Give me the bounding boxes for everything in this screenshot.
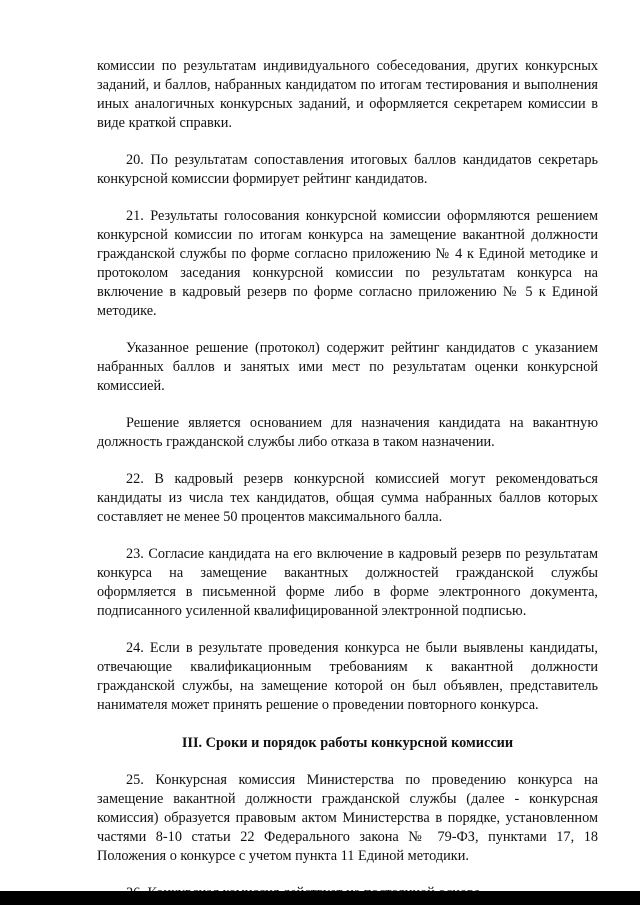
paragraph-20: 20. По результатам сопоставления итоговых баллов кандидатов секретарь конкурсной комиссии формирует рейтинг кандидатов. — [97, 152, 598, 187]
paragraph-21-decision-basis: Решение является основанием для назначения кандидата на вакантную должность гражданской службы либо отказа в таком назначении. — [97, 415, 598, 450]
section-3-heading: III. Сроки и порядок работы конкурсной комиссии — [181, 735, 514, 751]
scan-bottom-edge — [0, 891, 640, 905]
paragraph-19-continuation: комиссии по результатам индивидуального собеседования, других конкурсных заданий, и баллов, набранных кандидатом по итогам тестирования и выполнения иных аналогичных конкурсных заданий, и оформляется секретарем комиссии в виде краткой справки. — [97, 58, 598, 131]
document-page — [97, 57, 598, 903]
paragraph-21-decision-content: Указанное решение (протокол) содержит рейтинг кандидатов с указанием набранных баллов и занятых ими мест по результатам оценки конкурсной комиссией. — [97, 340, 598, 394]
paragraph-23: 23. Согласие кандидата на его включение в кадровый резерв по результатам конкурса на замещение вакантных должностей гражданской службы оформляется в письменной форме либо в форме электронного документа, подписанного усиленной квалифицированной электронной подписью. — [97, 546, 598, 619]
paragraph-24: 24. Если в результате проведения конкурса не были выявлены кандидаты, отвечающие квалификационным требованиям к вакантной должности гражданской службы, на замещение которой он был объявлен, представитель нанимателя может принять решение о проведении повторного конкурса. — [97, 640, 598, 713]
paragraph-21: 21. Результаты голосования конкурсной комиссии оформляются решением конкурсной комиссии по итогам конкурса на замещение вакантной должности гражданской службы по форме согласно приложению № 4 к Единой методике и протоколом заседания конкурсной комиссии по результатам конкурса на включение в кадровый резерв по форме согласно приложению № 5 к Единой методике. — [97, 208, 598, 319]
paragraph-25: 25. Конкурсная комиссия Министерства по проведению конкурса на замещение вакантной должности гражданской службы (далее - конкурсная комиссия) образуется правовым актом Министерства в порядке, установленном частями 8-10 статьи 22 Федерального закона № 79-ФЗ, пунктами 17, 18 Положения о конкурсе с учетом пункта 11 Единой методики. — [97, 772, 598, 864]
paragraph-22: 22. В кадровый резерв конкурсной комиссией могут рекомендоваться кандидаты из числа тех кандидатов, общая сумма набранных баллов которых составляет не менее 50 процентов максимального балла. — [97, 471, 598, 525]
